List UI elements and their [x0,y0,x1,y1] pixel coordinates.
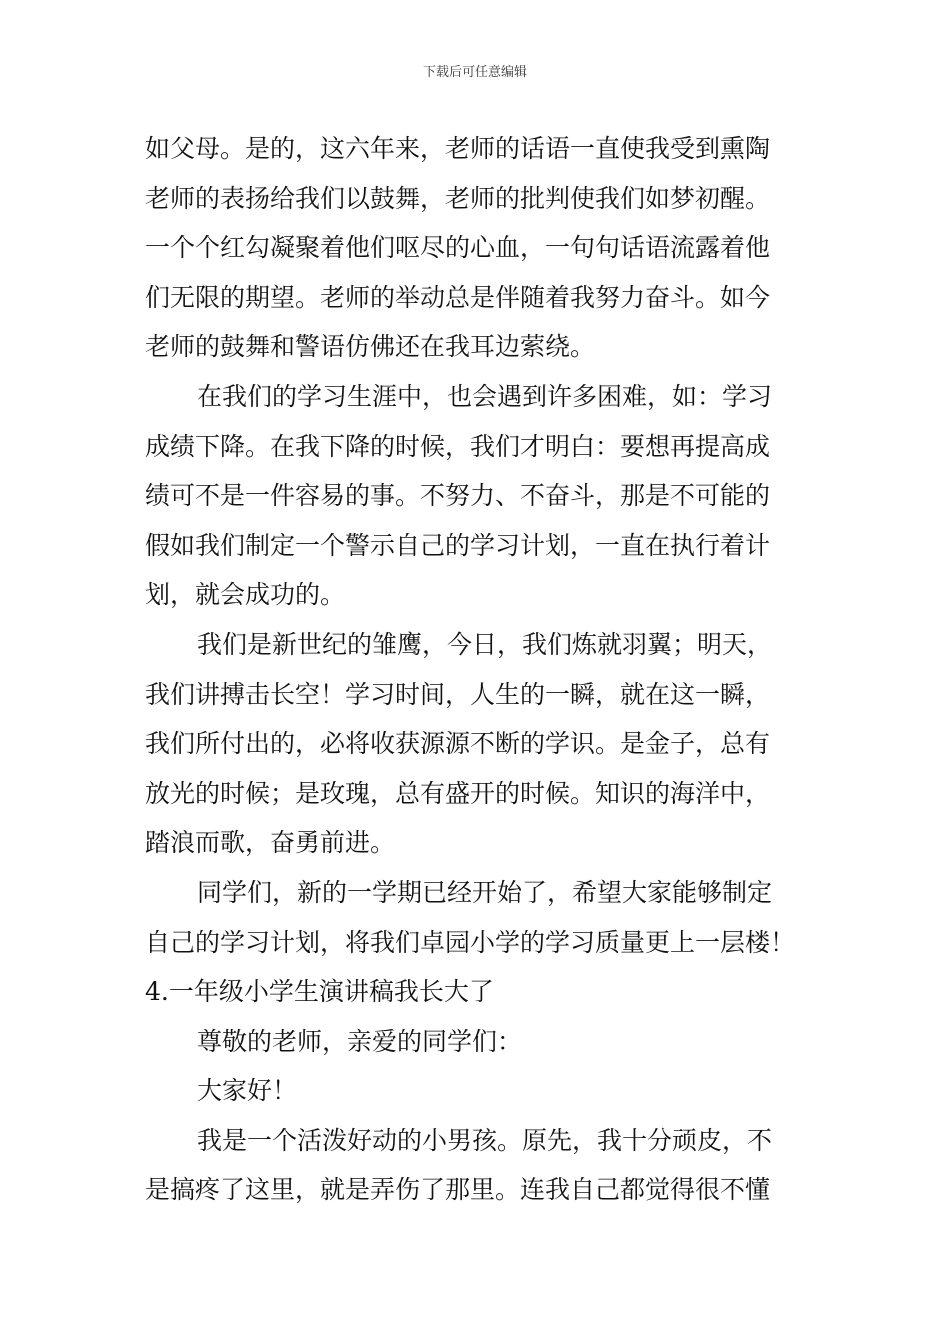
page-header: 下载后可任意编辑 [422,65,527,80]
text-line: 在我们的学习生涯中，也会遇到许多困难，如：学习 [197,381,773,411]
text-line: 老师的表扬给我们以鼓舞，老师的批判使我们如梦初醒。 [145,183,771,213]
text-line: 我们是新世纪的雏鹰，今日，我们炼就羽翼；明天， [197,629,773,659]
text-line: 绩可不是一件容易的事。不努力、不奋斗，那是不可能的 [145,481,771,511]
text-line: 老师的鼓舞和警语仿佛还在我耳边萦绕。 [145,332,596,362]
text-line: 成绩下降。在我下降的时候，我们才明白：要想再提高成 [145,431,771,461]
text-line: 我们所付出的，必将收获源源不断的学识。是金子，总有 [145,729,771,759]
text-line: 踏浪而歌，奋勇前进。 [145,828,396,858]
document-body [145,124,810,1215]
text-line: 尊敬的老师，亲爱的同学们： [197,1026,523,1056]
text-line: 一个个红勾凝聚着他们呕尽的心血，一句句话语流露着他 [145,233,771,263]
text-line: 同学们，新的一学期已经开始了，希望大家能够制定 [197,877,773,907]
text-line: 我是一个活泼好动的小男孩。原先，我十分顽皮，不 [197,1125,773,1155]
text-line: 放光的时候；是玫瑰，总有盛开的时候。知识的海洋中， [145,778,771,808]
text-line: 是搞疼了这里，就是弄伤了那里。连我自己都觉得很不懂 [145,1175,771,1205]
text-line: 如父母。是的，这六年来，老师的话语一直使我受到熏陶 [145,134,771,163]
text-line: 我们讲搏击长空！学习时间，人生的一瞬，就在这一瞬， [145,679,771,709]
text-line: 划，就会成功的。 [145,580,346,610]
text-line: 4.一年级小学生演讲稿我长大了 [145,977,494,1007]
text-line: 们无限的期望。老师的举动总是伴随着我努力奋斗。如今 [145,282,771,312]
text-line: 自己的学习计划，将我们卓园小学的学习质量更上一层楼！ [145,927,796,957]
text-line: 假如我们制定一个警示自己的学习计划，一直在执行着计 [145,530,771,560]
text-line: 大家好！ [197,1076,298,1106]
